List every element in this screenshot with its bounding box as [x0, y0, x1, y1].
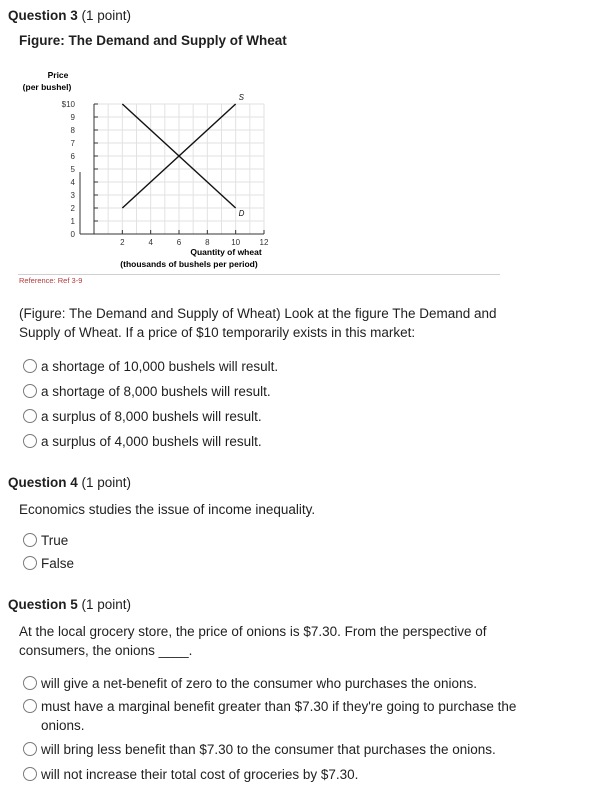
q3-option-2[interactable]: [23, 382, 271, 401]
question-3-prompt: [19, 304, 579, 342]
question-4-number: Question 4: [8, 475, 78, 490]
radio-button[interactable]: [23, 767, 37, 781]
x-tick-label: 6: [176, 238, 182, 247]
question-5-number: Question 5: [8, 597, 78, 612]
question-3-points: (1 point): [81, 8, 132, 23]
question-5-header: [8, 597, 131, 612]
y-tick-label: 0: [70, 230, 75, 239]
option-label: [41, 697, 516, 735]
y-tick-label: 1: [70, 217, 75, 226]
y-tick-label: $10: [61, 100, 75, 109]
x-tick-label: 2: [120, 238, 125, 247]
option-label: will give a net-benefit of zero to the consumer who purchases the onions.: [41, 676, 477, 691]
option-label: will not increase their total cost of groceries by $7.30.: [41, 767, 359, 782]
q3-option-4[interactable]: [23, 432, 262, 451]
x-tick-label: 8: [205, 238, 210, 247]
q3-option-1[interactable]: [23, 357, 278, 376]
q5-option-2[interactable]: [23, 697, 543, 735]
question-5-prompt: [19, 622, 579, 660]
radio-button[interactable]: [23, 359, 37, 373]
option-label: False: [41, 556, 75, 571]
y-tick-label: 2: [70, 204, 75, 213]
question-5-prompt-line1: At the local grocery store, the price of onions is $7.30. From the perspective of: [19, 624, 487, 639]
question-4-header: [8, 475, 131, 490]
q4-option-true[interactable]: [23, 531, 68, 550]
y-axis-label-line1: Price: [47, 70, 69, 80]
radio-button[interactable]: [23, 409, 37, 423]
x-tick-label: 4: [148, 238, 153, 247]
y-tick-label: 4: [70, 178, 75, 187]
radio-button[interactable]: [23, 384, 37, 398]
radio-button[interactable]: [23, 533, 37, 547]
y-axis-label-line2: (per bushel): [22, 82, 72, 92]
question-3-prompt-line1: (Figure: The Demand and Supply of Wheat) Look at the figure The Demand and: [19, 306, 497, 321]
q5-option-4[interactable]: [23, 765, 358, 784]
question-5-prompt-line2: consumers, the onions ____.: [19, 643, 193, 658]
q4-option-false[interactable]: [23, 554, 74, 573]
series-label-d: D: [238, 209, 245, 218]
y-tick-label: 8: [70, 126, 75, 135]
option-label: a surplus of 4,000 bushels will result.: [41, 434, 262, 449]
y-tick-label: 5: [70, 165, 75, 174]
divider: [18, 274, 500, 275]
option-label-line1: must have a marginal benefit greater than $7.30 if they're going to purchase the: [41, 699, 517, 714]
x-tick-label: 10: [231, 238, 241, 247]
question-3-number: Question 3: [8, 8, 78, 23]
option-label-line2: onions.: [41, 718, 85, 733]
question-4-prompt: Economics studies the issue of income inequality.: [19, 502, 316, 517]
y-tick-label: 7: [70, 139, 75, 148]
option-label: a shortage of 8,000 bushels will result.: [41, 384, 271, 399]
option-label: True: [41, 533, 69, 548]
question-4-points: (1 point): [81, 475, 132, 490]
x-tick-label: 12: [259, 238, 269, 247]
x-axis-label-line1: Quantity of wheat: [190, 247, 262, 257]
q5-option-3[interactable]: [23, 740, 496, 759]
radio-button[interactable]: [23, 556, 37, 570]
radio-button[interactable]: [23, 699, 37, 713]
option-label: a surplus of 8,000 bushels will result.: [41, 409, 262, 424]
q5-option-1[interactable]: [23, 674, 477, 693]
reference-label: Reference: Ref 3-9: [19, 276, 83, 285]
figure-title: Figure: The Demand and Supply of Wheat: [19, 33, 287, 48]
question-3-header: [8, 8, 131, 23]
demand-supply-chart: [0, 62, 602, 277]
y-tick-label: 3: [70, 191, 75, 200]
x-axis-label-line2: (thousands of bushels per period): [120, 259, 258, 269]
radio-button[interactable]: [23, 434, 37, 448]
q3-option-3[interactable]: [23, 407, 262, 426]
series-label-s: S: [238, 93, 245, 102]
option-label: will bring less benefit than $7.30 to the consumer that purchases the onions.: [41, 742, 496, 757]
question-5-points: (1 point): [81, 597, 132, 612]
option-label: a shortage of 10,000 bushels will result.: [41, 359, 279, 374]
y-tick-label: 9: [70, 113, 75, 122]
radio-button[interactable]: [23, 676, 37, 690]
radio-button[interactable]: [23, 742, 37, 756]
y-tick-label: 6: [70, 152, 75, 161]
question-3-prompt-line2: Supply of Wheat. If a price of $10 temporarily exists in this market:: [19, 325, 416, 340]
